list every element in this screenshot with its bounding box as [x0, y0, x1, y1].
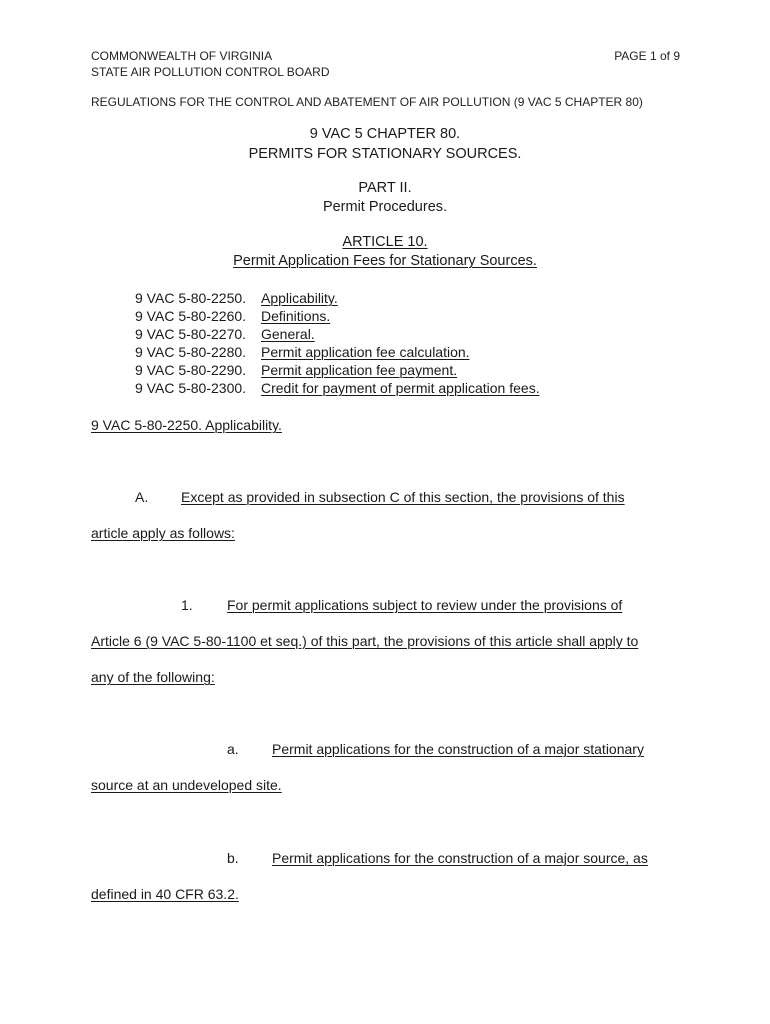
article-title — [0, 253, 770, 269]
toc-code: 9 VAC 5-80-2290. — [135, 362, 247, 378]
page-number: PAGE 1 of 9 — [614, 49, 680, 63]
section-heading: 9 VAC 5-80-2250. Applicability. — [91, 417, 282, 433]
toc-title: Applicability. — [261, 290, 338, 306]
paragraph-a-line-2: article apply as follows: — [91, 525, 235, 541]
toc-code: 9 VAC 5-80-2300. — [135, 380, 247, 396]
toc-title: Permit application fee payment. — [261, 362, 458, 378]
toc-title: Definitions. — [261, 308, 331, 324]
subparagraph-b-text: Permit applications for the construction of a major source, as — [272, 850, 648, 866]
regulations-line: REGULATIONS FOR THE CONTROL AND ABATEMENT OF AIR POLLUTION (9 VAC 5 CHAPTER 80) — [91, 95, 643, 109]
part-number: PART II. — [358, 180, 412, 196]
toc-item[interactable] — [91, 290, 338, 306]
toc-title: General. — [261, 326, 315, 342]
subparagraph-b-line-2: defined in 40 CFR 63.2. — [91, 886, 239, 902]
toc-item[interactable] — [91, 308, 330, 324]
toc-item[interactable] — [91, 344, 470, 360]
toc-title: Permit application fee calculation. — [261, 344, 470, 360]
paragraph-1-line-3: any of the following: — [91, 669, 215, 685]
paragraph-a-line-1 — [91, 489, 625, 505]
subparagraph-b-label: b. — [227, 850, 239, 866]
paragraph-1-line-2: Article 6 (9 VAC 5-80-1100 et seq.) of this part, the provisions of this article shall apply to — [91, 633, 639, 649]
org-line-1: COMMONWEALTH OF VIRGINIA — [91, 49, 273, 63]
paragraph-1-label: 1. — [181, 597, 193, 613]
toc-title: Credit for payment of permit application fees. — [261, 380, 540, 396]
subparagraph-a-line-1 — [91, 741, 644, 757]
paragraph-1-line-1 — [91, 597, 622, 613]
article-number-text: ARTICLE 10. — [342, 234, 428, 250]
subparagraph-a-label: a. — [227, 741, 239, 757]
paragraph-a-text: Except as provided in subsection C of this section, the provisions of this — [181, 489, 625, 505]
org-line-2: STATE AIR POLLUTION CONTROL BOARD — [91, 65, 330, 79]
article-number — [0, 234, 770, 250]
paragraph-1-text: For permit applications subject to review under the provisions of — [227, 597, 623, 613]
article-title-text: Permit Application Fees for Stationary Sources. — [233, 253, 537, 269]
toc-item[interactable] — [91, 326, 315, 342]
chapter-number: 9 VAC 5 CHAPTER 80. — [309, 126, 461, 142]
toc-code: 9 VAC 5-80-2280. — [135, 344, 247, 360]
toc-item[interactable] — [91, 362, 457, 378]
subparagraph-a-line-2: source at an undeveloped site. — [91, 777, 282, 793]
toc-code: 9 VAC 5-80-2260. — [135, 308, 247, 324]
paragraph-a-label: A. — [135, 489, 149, 505]
part-title: Permit Procedures. — [322, 199, 448, 215]
toc-code: 9 VAC 5-80-2270. — [135, 326, 247, 342]
toc-code: 9 VAC 5-80-2250. — [135, 290, 247, 306]
subparagraph-a-text: Permit applications for the construction of a major stationary — [272, 741, 644, 757]
subparagraph-b-line-1 — [91, 850, 648, 866]
toc-item[interactable] — [91, 380, 540, 396]
chapter-title: PERMITS FOR STATIONARY SOURCES. — [248, 146, 522, 162]
